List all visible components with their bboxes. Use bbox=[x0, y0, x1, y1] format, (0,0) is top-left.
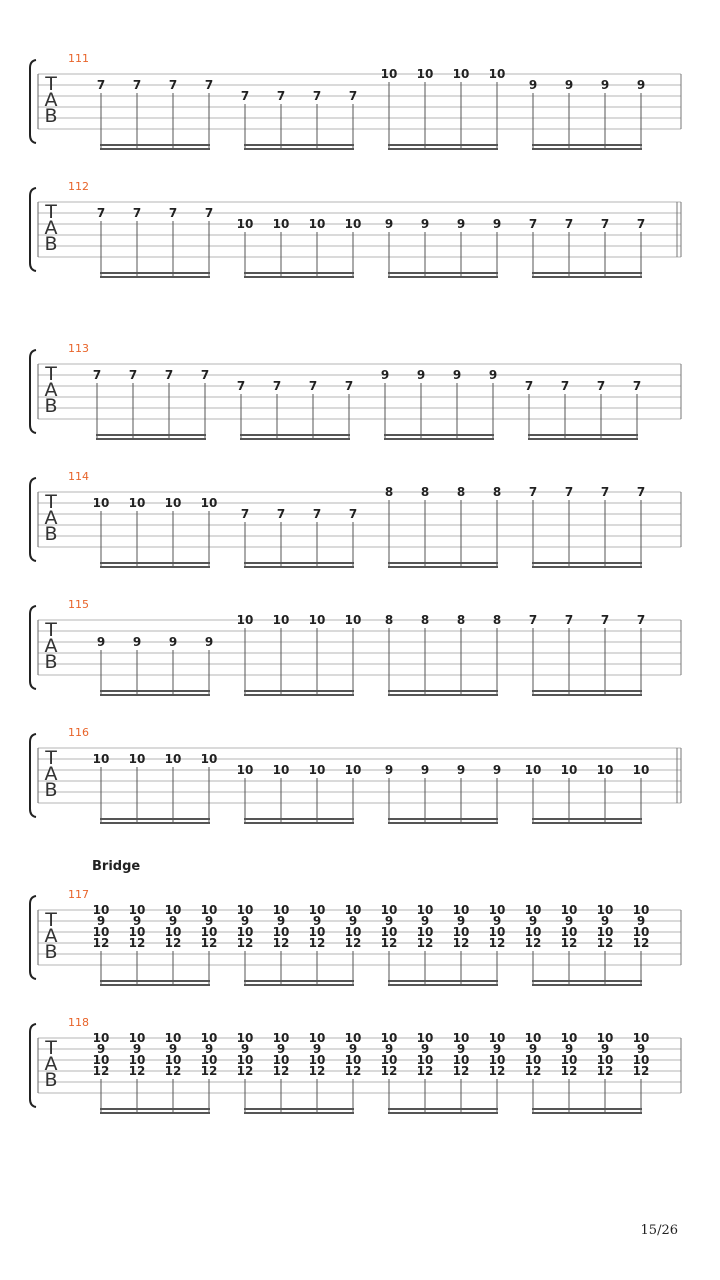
fret-number: 9 bbox=[600, 78, 610, 92]
system-bracket bbox=[30, 188, 36, 271]
fret-number: 10 bbox=[272, 763, 290, 777]
chord-fret: 12 bbox=[128, 936, 146, 950]
chord-fret: 10 bbox=[236, 1031, 254, 1045]
fret-number: 10 bbox=[596, 763, 614, 777]
fret-number: 9 bbox=[636, 78, 646, 92]
chord-fret: 9 bbox=[636, 1042, 646, 1056]
chord-fret: 12 bbox=[524, 936, 542, 950]
chord-fret: 10 bbox=[488, 1031, 506, 1045]
tab-clef-letter: A bbox=[44, 763, 58, 785]
fret-number: 7 bbox=[528, 217, 538, 231]
chord-fret: 10 bbox=[560, 903, 578, 917]
chord-fret: 10 bbox=[452, 1031, 470, 1045]
chord-fret: 9 bbox=[312, 1042, 322, 1056]
page-number: 15/26 bbox=[640, 1223, 678, 1238]
tab-clef-letter: B bbox=[44, 941, 58, 963]
fret-number: 7 bbox=[276, 89, 286, 103]
fret-number: 7 bbox=[128, 368, 138, 382]
chord-fret: 12 bbox=[560, 1064, 578, 1078]
chord-fret: 10 bbox=[524, 925, 542, 939]
system-bracket bbox=[30, 734, 36, 817]
measure-number: 118 bbox=[68, 1016, 89, 1029]
chord-fret: 9 bbox=[564, 914, 574, 928]
fret-number: 10 bbox=[632, 763, 650, 777]
chord-fret: 10 bbox=[596, 1031, 614, 1045]
chord-fret: 10 bbox=[416, 925, 434, 939]
chord-fret: 10 bbox=[236, 903, 254, 917]
chord-fret: 9 bbox=[168, 1042, 178, 1056]
fret-number: 10 bbox=[524, 763, 542, 777]
chord-fret: 12 bbox=[92, 936, 110, 950]
fret-number: 10 bbox=[236, 763, 254, 777]
chord-fret: 9 bbox=[132, 1042, 142, 1056]
chord-fret: 10 bbox=[344, 925, 362, 939]
chord-fret: 12 bbox=[416, 936, 434, 950]
fret-number: 10 bbox=[344, 613, 362, 627]
fret-number: 8 bbox=[492, 613, 502, 627]
fret-number: 7 bbox=[132, 78, 142, 92]
chord-fret: 9 bbox=[492, 914, 502, 928]
chord-fret: 10 bbox=[200, 925, 218, 939]
fret-number: 7 bbox=[240, 89, 250, 103]
chord-fret: 12 bbox=[164, 1064, 182, 1078]
system-bracket bbox=[30, 478, 36, 561]
fret-number: 7 bbox=[312, 507, 322, 521]
fret-number: 10 bbox=[380, 67, 398, 81]
tab-clef-letter: B bbox=[44, 651, 58, 673]
chord-fret: 10 bbox=[308, 903, 326, 917]
chord-fret: 10 bbox=[452, 1053, 470, 1067]
chord-fret: 9 bbox=[600, 1042, 610, 1056]
fret-number: 9 bbox=[380, 368, 390, 382]
fret-number: 7 bbox=[348, 507, 358, 521]
fret-number: 8 bbox=[420, 613, 430, 627]
fret-number: 7 bbox=[564, 613, 574, 627]
fret-number: 10 bbox=[308, 613, 326, 627]
chord-fret: 10 bbox=[128, 1053, 146, 1067]
measure-number: 115 bbox=[68, 598, 89, 611]
chord-fret: 10 bbox=[236, 925, 254, 939]
chord-fret: 10 bbox=[632, 903, 650, 917]
chord-fret: 10 bbox=[632, 1031, 650, 1045]
fret-number: 7 bbox=[600, 217, 610, 231]
fret-number: 7 bbox=[204, 78, 214, 92]
chord-fret: 12 bbox=[596, 936, 614, 950]
chord-fret: 10 bbox=[416, 1031, 434, 1045]
chord-fret: 10 bbox=[164, 1031, 182, 1045]
chord-fret: 12 bbox=[164, 936, 182, 950]
chord-fret: 10 bbox=[524, 1053, 542, 1067]
chord-fret: 9 bbox=[528, 1042, 538, 1056]
fret-number: 8 bbox=[456, 613, 466, 627]
tab-clef-letter: T bbox=[45, 491, 57, 513]
fret-number: 7 bbox=[528, 485, 538, 499]
fret-number: 7 bbox=[272, 379, 282, 393]
chord-fret: 10 bbox=[128, 903, 146, 917]
fret-number: 7 bbox=[276, 507, 286, 521]
fret-number: 9 bbox=[96, 635, 106, 649]
chord-fret: 12 bbox=[488, 1064, 506, 1078]
chord-fret: 12 bbox=[308, 936, 326, 950]
chord-fret: 10 bbox=[632, 1053, 650, 1067]
chord-fret: 12 bbox=[524, 1064, 542, 1078]
chord-fret: 12 bbox=[344, 936, 362, 950]
fret-number: 7 bbox=[96, 206, 106, 220]
chord-fret: 10 bbox=[560, 925, 578, 939]
fret-number: 7 bbox=[564, 485, 574, 499]
fret-number: 10 bbox=[164, 496, 182, 510]
chord-fret: 12 bbox=[236, 1064, 254, 1078]
chord-fret: 10 bbox=[92, 1053, 110, 1067]
fret-number: 7 bbox=[308, 379, 318, 393]
chord-fret: 10 bbox=[92, 903, 110, 917]
tab-clef-letter: T bbox=[45, 201, 57, 223]
chord-fret: 10 bbox=[272, 903, 290, 917]
chord-fret: 10 bbox=[308, 925, 326, 939]
chord-fret: 9 bbox=[456, 1042, 466, 1056]
chord-fret: 10 bbox=[380, 903, 398, 917]
chord-fret: 9 bbox=[132, 914, 142, 928]
chord-fret: 12 bbox=[416, 1064, 434, 1078]
chord-fret: 10 bbox=[488, 1053, 506, 1067]
tab-clef-letter: T bbox=[45, 619, 57, 641]
chord-fret: 12 bbox=[596, 1064, 614, 1078]
fret-number: 8 bbox=[384, 613, 394, 627]
chord-fret: 9 bbox=[168, 914, 178, 928]
measure-number: 116 bbox=[68, 726, 89, 739]
fret-number: 10 bbox=[200, 496, 218, 510]
tab-clef-letter: T bbox=[45, 909, 57, 931]
chord-fret: 12 bbox=[272, 936, 290, 950]
fret-number: 10 bbox=[128, 496, 146, 510]
chord-fret: 10 bbox=[344, 903, 362, 917]
fret-number: 10 bbox=[452, 67, 470, 81]
chord-fret: 10 bbox=[272, 1053, 290, 1067]
measure-number: 113 bbox=[68, 342, 89, 355]
chord-fret: 10 bbox=[632, 925, 650, 939]
chord-fret: 12 bbox=[632, 1064, 650, 1078]
chord-fret: 9 bbox=[420, 1042, 430, 1056]
fret-number: 8 bbox=[420, 485, 430, 499]
fret-number: 10 bbox=[164, 752, 182, 766]
fret-number: 10 bbox=[128, 752, 146, 766]
fret-number: 7 bbox=[200, 368, 210, 382]
chord-fret: 12 bbox=[272, 1064, 290, 1078]
chord-fret: 10 bbox=[488, 903, 506, 917]
fret-number: 8 bbox=[456, 485, 466, 499]
chord-fret: 9 bbox=[204, 914, 214, 928]
fret-number: 7 bbox=[600, 485, 610, 499]
fret-number: 10 bbox=[344, 217, 362, 231]
chord-fret: 10 bbox=[380, 1031, 398, 1045]
system-bracket bbox=[30, 350, 36, 433]
system-bracket bbox=[30, 896, 36, 979]
chord-fret: 9 bbox=[384, 914, 394, 928]
system-bracket bbox=[30, 60, 36, 143]
chord-fret: 10 bbox=[272, 1031, 290, 1045]
chord-fret: 10 bbox=[128, 1031, 146, 1045]
fret-number: 10 bbox=[488, 67, 506, 81]
chord-fret: 10 bbox=[416, 1053, 434, 1067]
chord-fret: 10 bbox=[452, 903, 470, 917]
fret-number: 8 bbox=[492, 485, 502, 499]
tab-clef-letter: T bbox=[45, 73, 57, 95]
tab-clef-letter: B bbox=[44, 779, 58, 801]
chord-fret: 9 bbox=[636, 914, 646, 928]
tab-clef-letter: T bbox=[45, 747, 57, 769]
fret-number: 7 bbox=[560, 379, 570, 393]
fret-number: 7 bbox=[632, 379, 642, 393]
fret-number: 7 bbox=[348, 89, 358, 103]
chord-fret: 9 bbox=[276, 914, 286, 928]
fret-number: 10 bbox=[308, 217, 326, 231]
chord-fret: 12 bbox=[128, 1064, 146, 1078]
measure-number: 114 bbox=[68, 470, 89, 483]
tab-clef-letter: A bbox=[44, 89, 58, 111]
tab-clef-letter: B bbox=[44, 1069, 58, 1091]
chord-fret: 10 bbox=[488, 925, 506, 939]
fret-number: 9 bbox=[420, 763, 430, 777]
chord-fret: 10 bbox=[380, 1053, 398, 1067]
chord-fret: 10 bbox=[560, 1031, 578, 1045]
chord-fret: 10 bbox=[92, 925, 110, 939]
chord-fret: 12 bbox=[236, 936, 254, 950]
chord-fret: 10 bbox=[452, 925, 470, 939]
fret-number: 9 bbox=[456, 217, 466, 231]
tab-clef-letter: A bbox=[44, 507, 58, 529]
fret-number: 7 bbox=[600, 613, 610, 627]
chord-fret: 10 bbox=[236, 1053, 254, 1067]
chord-fret: 10 bbox=[272, 925, 290, 939]
fret-number: 10 bbox=[416, 67, 434, 81]
fret-number: 9 bbox=[204, 635, 214, 649]
chord-fret: 9 bbox=[96, 1042, 106, 1056]
chord-fret: 9 bbox=[240, 914, 250, 928]
fret-number: 7 bbox=[132, 206, 142, 220]
chord-fret: 12 bbox=[560, 936, 578, 950]
fret-number: 9 bbox=[384, 217, 394, 231]
chord-fret: 9 bbox=[528, 914, 538, 928]
tab-clef-letter: B bbox=[44, 105, 58, 127]
tab-clef-letter: B bbox=[44, 523, 58, 545]
tab-clef-letter: A bbox=[44, 1053, 58, 1075]
fret-number: 7 bbox=[168, 206, 178, 220]
fret-number: 9 bbox=[420, 217, 430, 231]
fret-number: 10 bbox=[308, 763, 326, 777]
fret-number: 10 bbox=[92, 752, 110, 766]
chord-fret: 10 bbox=[416, 903, 434, 917]
fret-number: 7 bbox=[240, 507, 250, 521]
fret-number: 7 bbox=[236, 379, 246, 393]
fret-number: 9 bbox=[528, 78, 538, 92]
fret-number: 7 bbox=[636, 613, 646, 627]
chord-fret: 9 bbox=[204, 1042, 214, 1056]
fret-number: 9 bbox=[384, 763, 394, 777]
chord-fret: 10 bbox=[524, 1031, 542, 1045]
tab-clef-letter: A bbox=[44, 925, 58, 947]
chord-fret: 9 bbox=[348, 1042, 358, 1056]
system-bracket bbox=[30, 1024, 36, 1107]
tab-clef-letter: A bbox=[44, 217, 58, 239]
chord-fret: 10 bbox=[164, 1053, 182, 1067]
fret-number: 10 bbox=[200, 752, 218, 766]
chord-fret: 10 bbox=[560, 1053, 578, 1067]
tab-clef-letter: A bbox=[44, 379, 58, 401]
fret-number: 7 bbox=[528, 613, 538, 627]
fret-number: 9 bbox=[492, 217, 502, 231]
fret-number: 10 bbox=[92, 496, 110, 510]
fret-number: 10 bbox=[236, 217, 254, 231]
chord-fret: 9 bbox=[564, 1042, 574, 1056]
measure-number: 112 bbox=[68, 180, 89, 193]
measure-number: 111 bbox=[68, 52, 89, 65]
fret-number: 7 bbox=[312, 89, 322, 103]
fret-number: 9 bbox=[488, 368, 498, 382]
tab-clef-letter: A bbox=[44, 635, 58, 657]
fret-number: 7 bbox=[636, 485, 646, 499]
fret-number: 8 bbox=[384, 485, 394, 499]
chord-fret: 12 bbox=[200, 936, 218, 950]
fret-number: 7 bbox=[564, 217, 574, 231]
chord-fret: 10 bbox=[164, 903, 182, 917]
chord-fret: 10 bbox=[164, 925, 182, 939]
chord-fret: 9 bbox=[600, 914, 610, 928]
chord-fret: 12 bbox=[92, 1064, 110, 1078]
chord-fret: 9 bbox=[276, 1042, 286, 1056]
fret-number: 10 bbox=[272, 613, 290, 627]
fret-number: 10 bbox=[344, 763, 362, 777]
chord-fret: 10 bbox=[200, 1031, 218, 1045]
chord-fret: 10 bbox=[200, 1053, 218, 1067]
tab-clef-letter: B bbox=[44, 395, 58, 417]
fret-number: 7 bbox=[96, 78, 106, 92]
chord-fret: 10 bbox=[524, 903, 542, 917]
chord-fret: 10 bbox=[92, 1031, 110, 1045]
chord-fret: 12 bbox=[308, 1064, 326, 1078]
chord-fret: 9 bbox=[456, 914, 466, 928]
chord-fret: 9 bbox=[492, 1042, 502, 1056]
chord-fret: 9 bbox=[348, 914, 358, 928]
chord-fret: 10 bbox=[200, 903, 218, 917]
tab-clef-letter: B bbox=[44, 233, 58, 255]
measure-number: 117 bbox=[68, 888, 89, 901]
chord-fret: 10 bbox=[344, 1031, 362, 1045]
tab-clef-letter: T bbox=[45, 363, 57, 385]
fret-number: 10 bbox=[560, 763, 578, 777]
fret-number: 7 bbox=[164, 368, 174, 382]
chord-fret: 12 bbox=[380, 936, 398, 950]
chord-fret: 12 bbox=[452, 936, 470, 950]
chord-fret: 10 bbox=[308, 1031, 326, 1045]
chord-fret: 9 bbox=[420, 914, 430, 928]
chord-fret: 10 bbox=[596, 925, 614, 939]
fret-number: 7 bbox=[524, 379, 534, 393]
tab-clef-letter: T bbox=[45, 1037, 57, 1059]
fret-number: 9 bbox=[168, 635, 178, 649]
chord-fret: 9 bbox=[312, 914, 322, 928]
chord-fret: 12 bbox=[452, 1064, 470, 1078]
fret-number: 7 bbox=[636, 217, 646, 231]
chord-fret: 9 bbox=[384, 1042, 394, 1056]
fret-number: 9 bbox=[492, 763, 502, 777]
fret-number: 7 bbox=[168, 78, 178, 92]
chord-fret: 12 bbox=[632, 936, 650, 950]
chord-fret: 10 bbox=[380, 925, 398, 939]
chord-fret: 10 bbox=[344, 1053, 362, 1067]
fret-number: 9 bbox=[564, 78, 574, 92]
fret-number: 9 bbox=[456, 763, 466, 777]
chord-fret: 10 bbox=[308, 1053, 326, 1067]
section-label-bridge: Bridge bbox=[92, 859, 141, 874]
fret-number: 7 bbox=[344, 379, 354, 393]
chord-fret: 12 bbox=[200, 1064, 218, 1078]
fret-number: 9 bbox=[452, 368, 462, 382]
fret-number: 7 bbox=[596, 379, 606, 393]
chord-fret: 10 bbox=[596, 1053, 614, 1067]
fret-number: 10 bbox=[236, 613, 254, 627]
chord-fret: 10 bbox=[596, 903, 614, 917]
system-bracket bbox=[30, 606, 36, 689]
chord-fret: 10 bbox=[128, 925, 146, 939]
chord-fret: 12 bbox=[488, 936, 506, 950]
fret-number: 9 bbox=[132, 635, 142, 649]
fret-number: 7 bbox=[92, 368, 102, 382]
chord-fret: 9 bbox=[240, 1042, 250, 1056]
fret-number: 9 bbox=[416, 368, 426, 382]
fret-number: 7 bbox=[204, 206, 214, 220]
fret-number: 10 bbox=[272, 217, 290, 231]
chord-fret: 12 bbox=[344, 1064, 362, 1078]
chord-fret: 9 bbox=[96, 914, 106, 928]
chord-fret: 12 bbox=[380, 1064, 398, 1078]
